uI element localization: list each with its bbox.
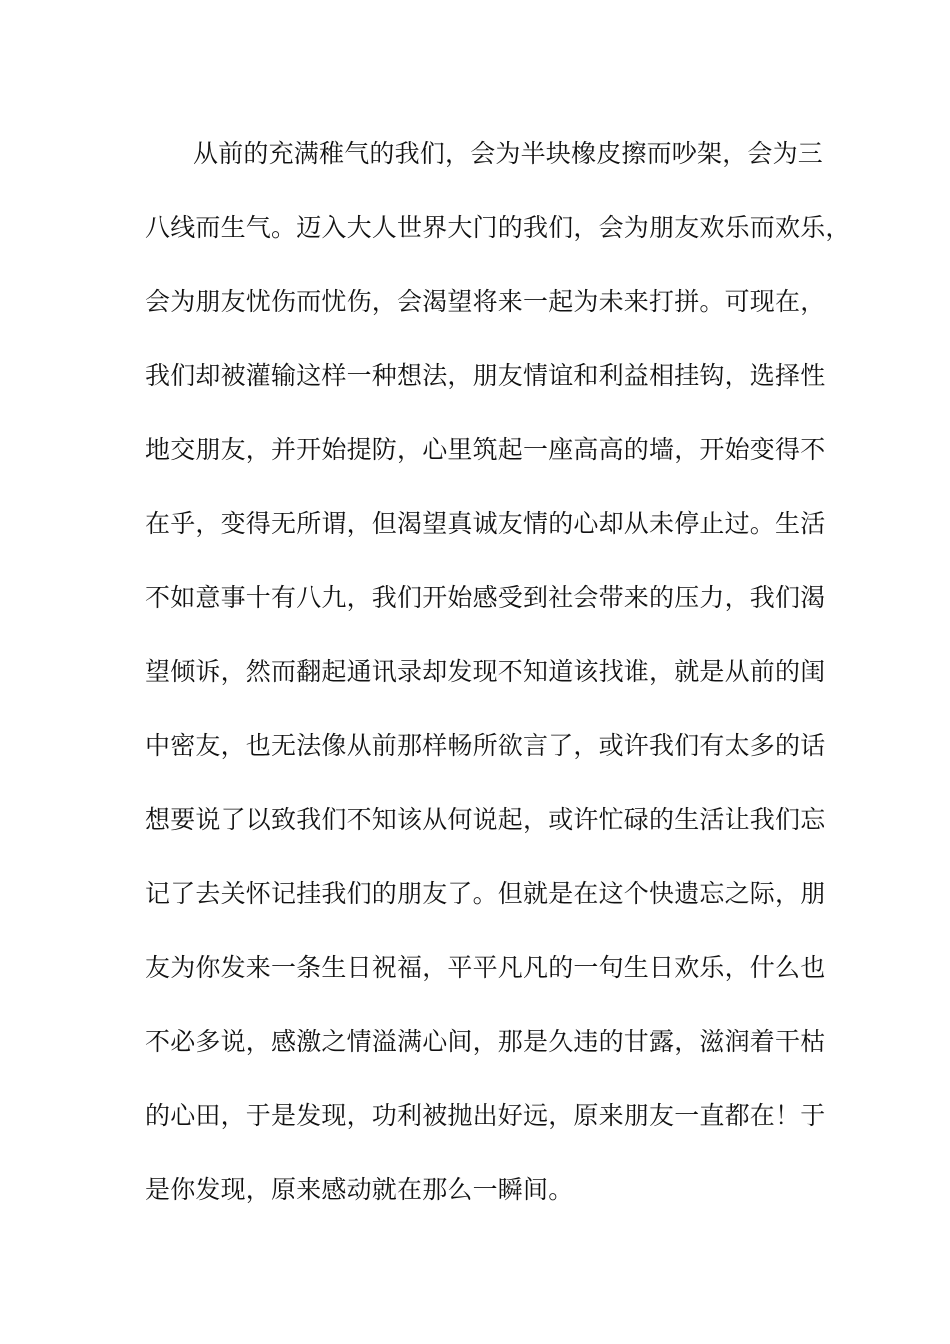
paragraph-line: 是你发现，原来感动就在那么一瞬间。 (145, 1175, 574, 1204)
paragraph-line: 在乎，变得无所谓，但渴望真诚友情的心却从未停止过。生活 (145, 509, 826, 538)
paragraph (145, 128, 851, 1238)
paragraph-line: 我们却被灌输这样一种想法，朋友情谊和利益相挂钩，选择性 (145, 361, 826, 390)
paragraph-line: 想要说了以致我们不知该从何说起，或许忙碌的生活让我们忘 (145, 805, 826, 834)
paragraph-line: 不必多说，感激之情溢满心间，那是久违的甘露，滋润着干枯 (145, 1027, 826, 1056)
paragraph-line: 不如意事十有八九，我们开始感受到社会带来的压力，我们渴 (145, 583, 826, 612)
paragraph-line: 会为朋友忧伤而忧伤，会渴望将来一起为未来打拼。可现在， (145, 287, 826, 316)
paragraph-line: 的心田，于是发现，功利被抛出好远，原来朋友一直都在！于 (145, 1101, 826, 1130)
paragraph-line: 记了去关怀记挂我们的朋友了。但就是在这个快遗忘之际，朋 (145, 879, 826, 908)
paragraph-line: 从前的充满稚气的我们，会为半块橡皮擦而吵架，会为三 (193, 139, 824, 168)
paragraph-line: 地交朋友，并开始提防，心里筑起一座高高的墙，开始变得不 (145, 435, 826, 464)
paragraph-line: 八线而生气。迈入大人世界大门的我们，会为朋友欢乐而欢乐， (145, 213, 851, 242)
paragraph-line: 望倾诉，然而翻起通讯录却发现不知道该找谁，就是从前的闺 (145, 657, 826, 686)
paragraph-line: 中密友，也无法像从前那样畅所欲言了，或许我们有太多的话 (145, 731, 826, 760)
paragraph-line: 友为你发来一条生日祝福，平平凡凡的一句生日欢乐，什么也 (145, 953, 826, 982)
